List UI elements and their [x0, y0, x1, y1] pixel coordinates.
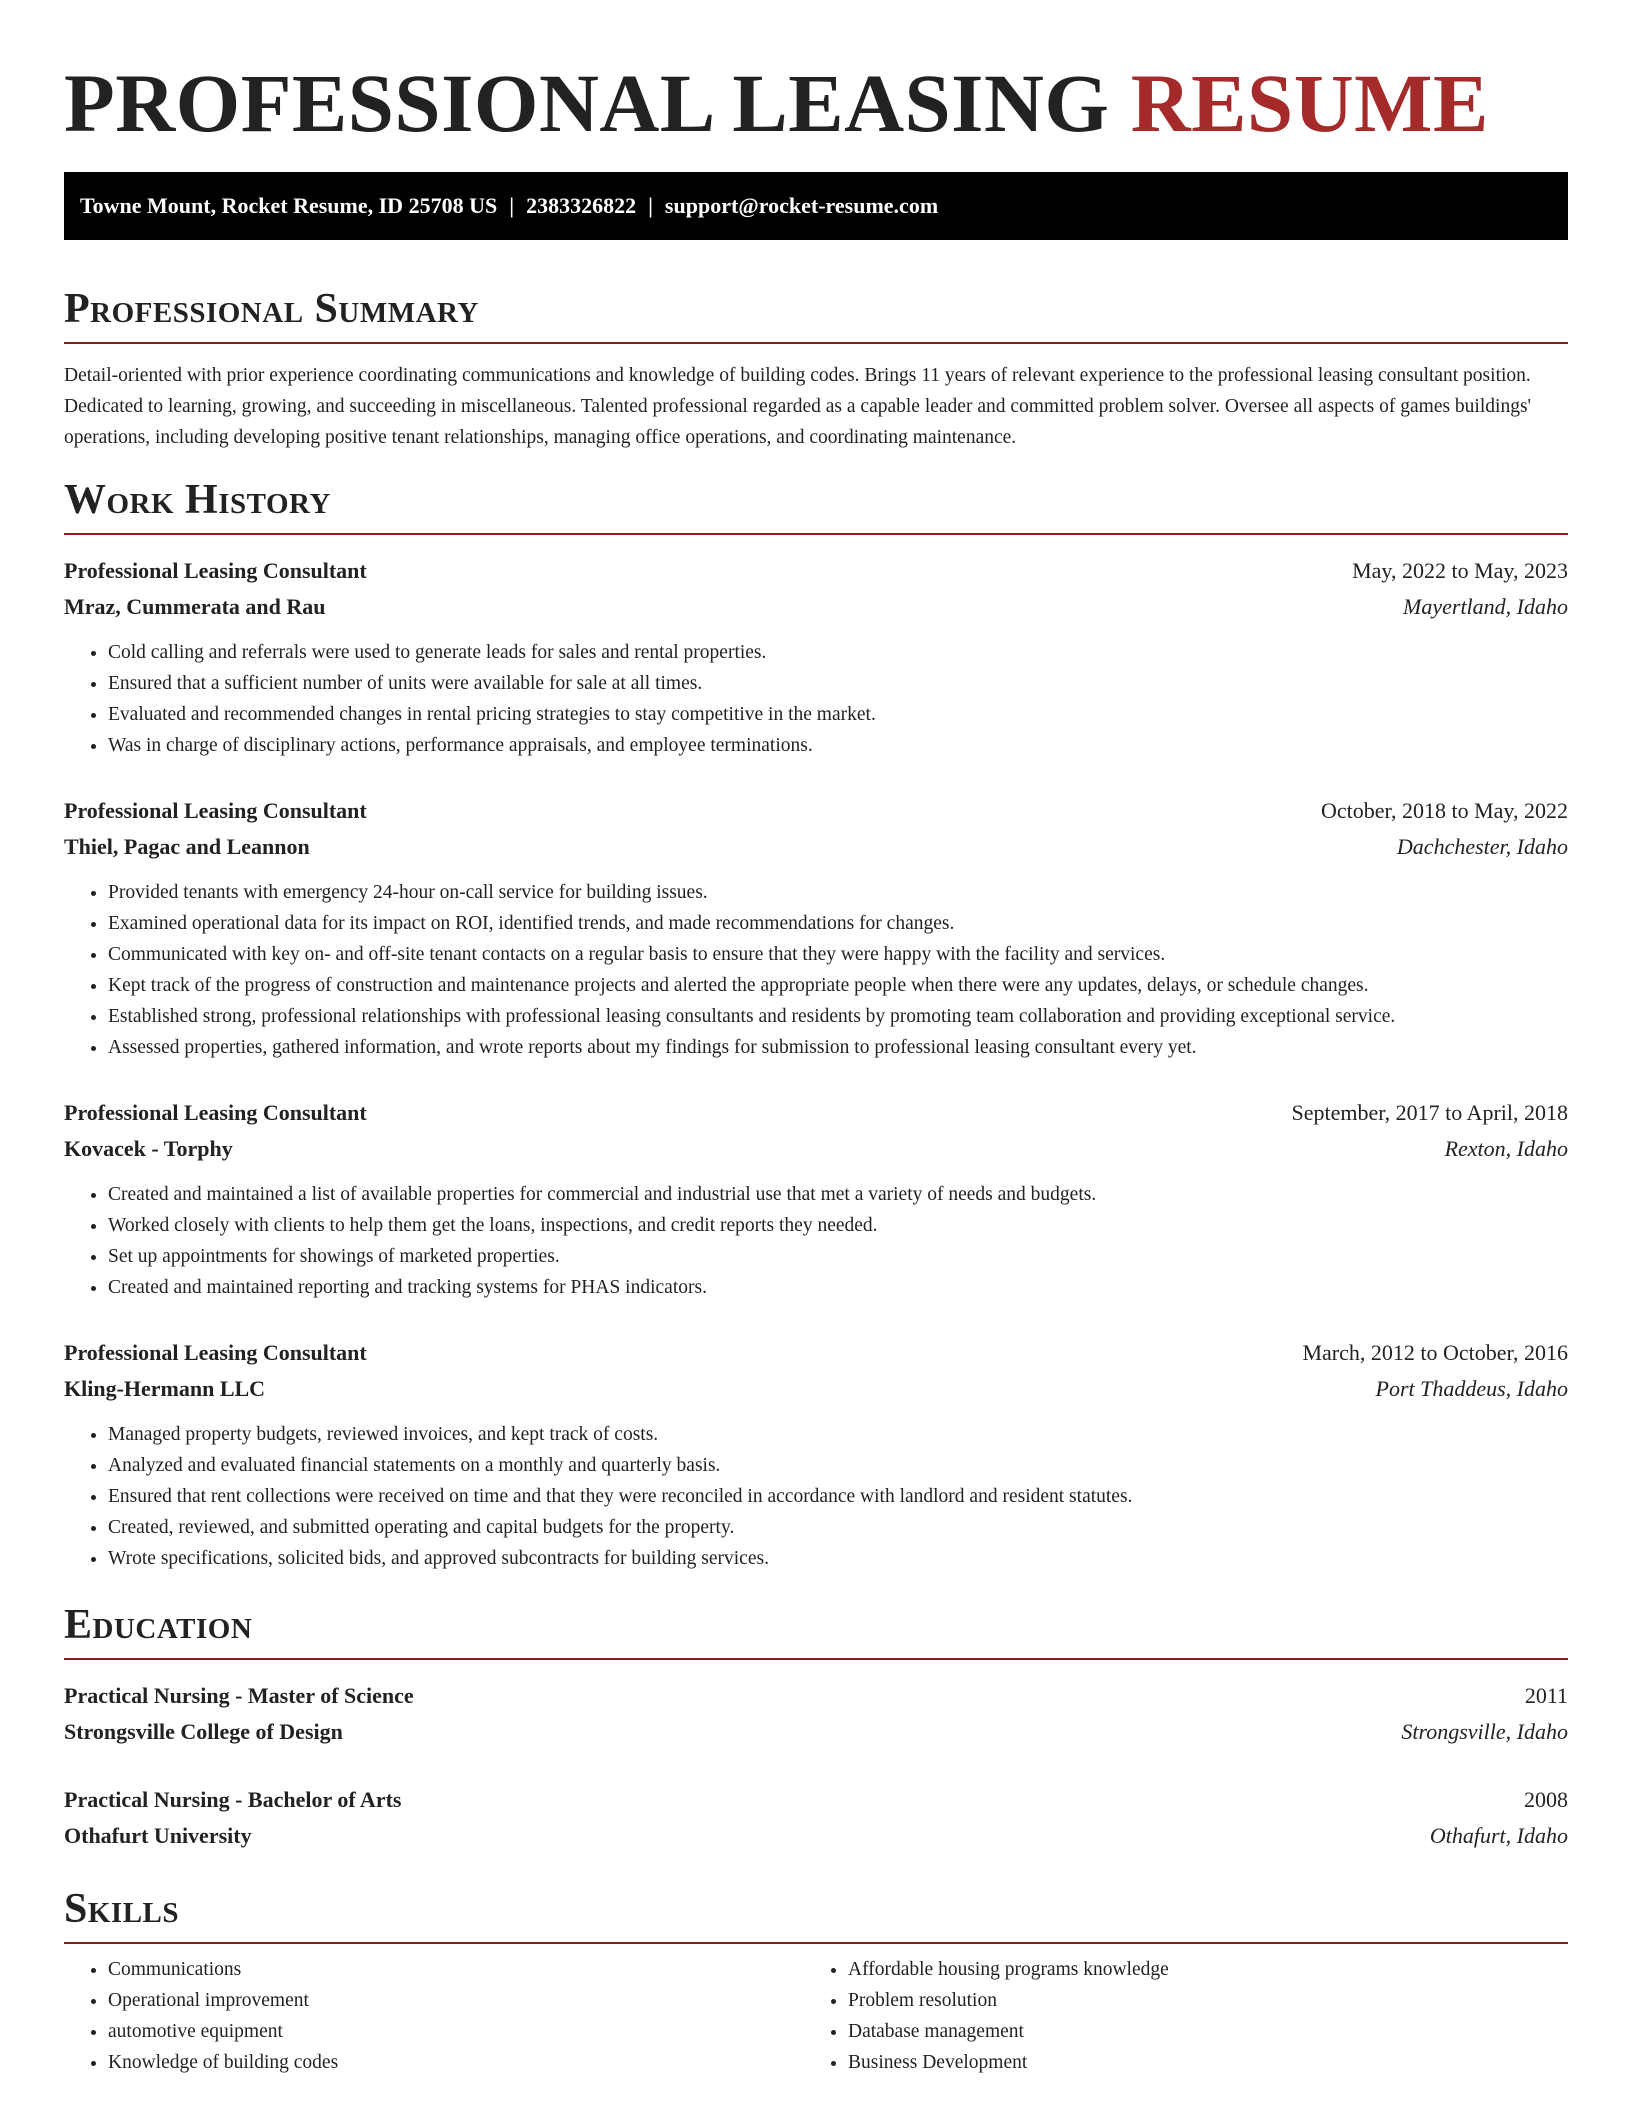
job-bullet-list — [64, 1179, 1568, 1303]
job-title-row — [64, 1095, 1568, 1131]
job-title-row — [64, 553, 1568, 589]
job-bullet: • Wrote specifications, solicited bids, and approved subcontracts for building services. — [108, 1543, 1568, 1574]
job-bullet: • Managed property budgets, reviewed invoices, and kept track of costs. — [108, 1419, 1568, 1450]
education-school-row — [64, 1818, 1568, 1854]
job-bullet: • Was in charge of disciplinary actions, performance appraisals, and employee terminations. — [108, 730, 1568, 761]
job-location: Dachchester, Idaho — [1396, 834, 1568, 859]
job-dates: March, 2012 to October, 2016 — [1302, 1340, 1568, 1365]
summary-text: Detail-oriented with prior experience coordinating communications and knowledge of building codes. Brings 11 years of relevant experience to the professional leasing consultant position. Dedicated to learning, growing, and succeeding in miscellaneous. Talented professional regarded as a capable leader and committed problem solver. Oversee all aspects of games buildings' operations, including developing positive tenant relationships, managing office operations, and coordinating maintenance. — [64, 365, 1532, 448]
jobs-list — [64, 553, 1568, 1574]
summary-section — [64, 284, 1568, 453]
skill-item: • Affordable housing programs knowledge — [848, 1954, 1544, 1985]
skill-item: • Problem resolution — [848, 1985, 1544, 2016]
education-degree: Practical Nursing - Bachelor of Arts — [64, 1787, 402, 1812]
skill-item: • Knowledge of building codes — [108, 2047, 804, 2078]
job-bullet: • Communicated with key on- and off-site tenant contacts on a regular basis to ensure that they were happy with the facility and services. — [108, 939, 1568, 970]
job-title-row — [64, 793, 1568, 829]
job-dates: May, 2022 to May, 2023 — [1352, 558, 1568, 583]
job-bullet: • Cold calling and referrals were used to generate leads for sales and rental properties. — [108, 637, 1568, 668]
job-company-row — [64, 1131, 1568, 1167]
summary-heading: Professional Summary — [64, 284, 1568, 344]
skills-list-left — [64, 1954, 804, 2078]
skills-columns — [64, 1954, 1568, 2078]
skill-item: • Communications — [108, 1954, 804, 1985]
job-company: Kling-Hermann LLC — [64, 1376, 266, 1401]
job-location: Rexton, Idaho — [1444, 1136, 1568, 1161]
job-bullet: • Ensured that a sufficient number of units were available for sale at all times. — [108, 668, 1568, 699]
education-year: 2011 — [1524, 1683, 1568, 1708]
job-bullet: • Evaluated and recommended changes in rental pricing strategies to stay competitive in the market. — [108, 699, 1568, 730]
education-degree: Practical Nursing - Master of Science — [64, 1683, 414, 1708]
job-bullet: • Created and maintained a list of available properties for commercial and industrial use that met a variety of needs and budgets. — [108, 1179, 1568, 1210]
education-school-row — [64, 1714, 1568, 1750]
work-history-heading: Work History — [64, 475, 1568, 535]
education-school: Othafurt University — [64, 1823, 252, 1848]
job-entry — [64, 553, 1568, 761]
job-bullet: • Kept track of the progress of construction and maintenance projects and alerted the appropriate people when there were any updates, delays, or schedule changes. — [108, 970, 1568, 1001]
resume-title — [64, 0, 1568, 148]
skill-item: • Business Development — [848, 2047, 1544, 2078]
skill-item: • Database management — [848, 2016, 1544, 2047]
contact-email: support@rocket-resume.com — [664, 193, 939, 218]
contact-phone: 2383326822 — [526, 193, 637, 218]
job-bullet: • Assessed properties, gathered information, and wrote reports about my findings for submission to professional leasing consultant every yet. — [108, 1032, 1568, 1063]
job-title: Professional Leasing Consultant — [64, 1100, 367, 1125]
skills-list-right — [804, 1954, 1544, 2078]
job-bullet: • Worked closely with clients to help them get the loans, inspections, and credit reports they needed. — [108, 1210, 1568, 1241]
education-heading: Education — [64, 1600, 1568, 1660]
education-degree-row — [64, 1678, 1568, 1714]
job-bullet: • Examined operational data for its impact on ROI, identified trends, and made recommendations for changes. — [108, 908, 1568, 939]
job-bullet: • Established strong, professional relationships with professional leasing consultants and residents by promoting team collaboration and providing exceptional service. — [108, 1001, 1568, 1032]
education-list — [64, 1678, 1568, 1854]
job-bullet: • Set up appointments for showings of marketed properties. — [108, 1241, 1568, 1272]
resume-title-accent: RESUME — [1130, 57, 1489, 149]
job-company-row — [64, 829, 1568, 865]
job-bullet: • Created and maintained reporting and tracking systems for PHAS indicators. — [108, 1272, 1568, 1303]
job-bullet: • Provided tenants with emergency 24-hour on-call service for building issues. — [108, 877, 1568, 908]
job-location: Port Thaddeus, Idaho — [1375, 1376, 1568, 1401]
skill-item: • Operational improvement — [108, 1985, 804, 2016]
skill-item: • automotive equipment — [108, 2016, 804, 2047]
resume-title-main: PROFESSIONAL LEASING — [64, 57, 1110, 149]
skills-section — [64, 1884, 1568, 2078]
job-entry — [64, 793, 1568, 1063]
education-school: Strongsville College of Design — [64, 1719, 343, 1744]
job-location: Mayertland, Idaho — [1403, 594, 1568, 619]
job-title: Professional Leasing Consultant — [64, 1340, 367, 1365]
job-bullet-list — [64, 877, 1568, 1063]
education-location: Othafurt, Idaho — [1429, 1823, 1568, 1848]
education-degree-row — [64, 1782, 1568, 1818]
job-bullet-list — [64, 1419, 1568, 1574]
job-entry — [64, 1335, 1568, 1574]
education-entry — [64, 1678, 1568, 1750]
job-entry — [64, 1095, 1568, 1303]
education-entry — [64, 1782, 1568, 1854]
job-title: Professional Leasing Consultant — [64, 558, 367, 583]
job-company: Kovacek - Torphy — [64, 1136, 233, 1161]
work-history-section — [64, 475, 1568, 1574]
contact-bar — [64, 172, 1568, 240]
contact-address: Towne Mount, Rocket Resume, ID 25708 US — [80, 193, 498, 218]
job-bullet-list — [64, 637, 1568, 761]
contact-separator: | — [648, 193, 653, 218]
job-dates: September, 2017 to April, 2018 — [1291, 1100, 1568, 1125]
job-bullet: • Ensured that rent collections were received on time and that they were reconciled in accordance with landlord and resident statutes. — [108, 1481, 1568, 1512]
job-title: Professional Leasing Consultant — [64, 798, 367, 823]
contact-separator: | — [509, 193, 515, 218]
job-company-row — [64, 1371, 1568, 1407]
education-location: Strongsville, Idaho — [1401, 1719, 1568, 1744]
job-dates: October, 2018 to May, 2022 — [1321, 798, 1568, 823]
skills-heading: Skills — [64, 1884, 1568, 1944]
job-company: Thiel, Pagac and Leannon — [64, 834, 310, 859]
job-bullet: • Analyzed and evaluated financial statements on a monthly and quarterly basis. — [108, 1450, 1568, 1481]
job-company-row — [64, 589, 1568, 625]
job-company: Mraz, Cummerata and Rau — [64, 594, 326, 619]
job-bullet: • Created, reviewed, and submitted operating and capital budgets for the property. — [108, 1512, 1568, 1543]
education-section — [64, 1600, 1568, 1854]
education-year: 2008 — [1524, 1787, 1568, 1812]
job-title-row — [64, 1335, 1568, 1371]
